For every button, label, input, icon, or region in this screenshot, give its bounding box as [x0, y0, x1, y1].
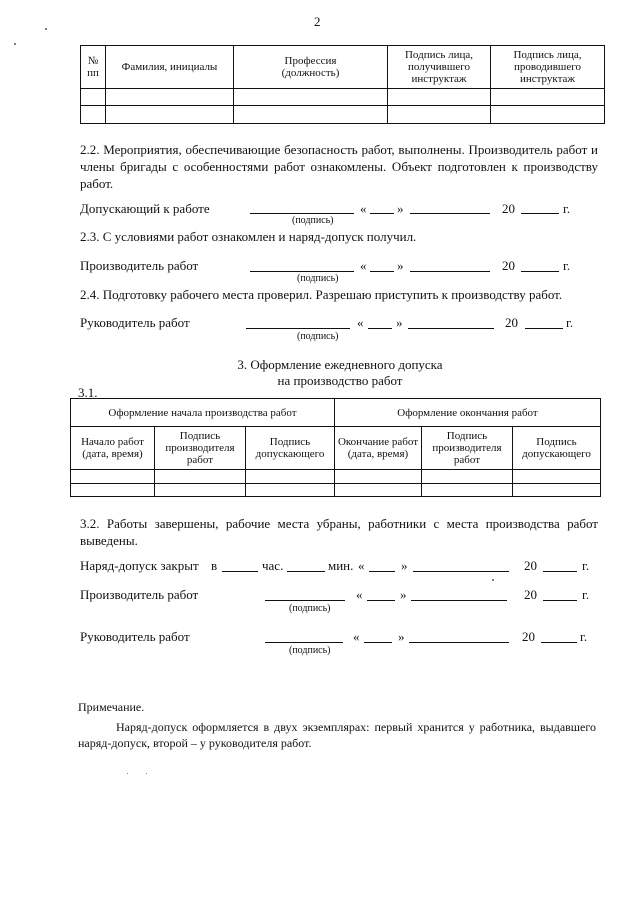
- table-cell[interactable]: [246, 484, 335, 497]
- table-cell[interactable]: [513, 484, 601, 497]
- quote-open: «: [353, 629, 360, 644]
- group-header-start: Оформление начала производства работ: [71, 399, 335, 427]
- signer-admitting: Допускающий к работе: [80, 201, 210, 216]
- instruction-table: [80, 45, 605, 124]
- table-cell[interactable]: [335, 470, 422, 484]
- table-cell[interactable]: [71, 470, 155, 484]
- quote-close: »: [400, 587, 407, 602]
- year-suffix: г.: [566, 315, 574, 330]
- section-2-4-text: 2.4. Подготовку рабочего места проверил. Разрешаю приступить к производству работ.: [80, 287, 563, 302]
- table-cell[interactable]: [106, 106, 234, 124]
- minutes-line[interactable]: [287, 571, 325, 572]
- section-3-2-text: 3.2. Работы завершены, рабочие места убраны, работники с места производства работ выведены.: [80, 516, 598, 548]
- quote-open: «: [360, 201, 367, 216]
- table-cell[interactable]: [155, 470, 246, 484]
- year-prefix: 20: [505, 315, 518, 330]
- signature-line[interactable]: [265, 600, 345, 601]
- col-header-producer-signature: Подпись производителя работ: [155, 427, 246, 470]
- quote-open: «: [356, 587, 363, 602]
- col-header-name: Фамилия, инициалы: [106, 46, 234, 89]
- signer-manager: Руководитель работ: [80, 315, 190, 330]
- table-cell[interactable]: [491, 106, 605, 124]
- col-header-producer-signature-end: Подпись производителя работ: [422, 427, 513, 470]
- signature-line[interactable]: [265, 642, 343, 643]
- quote-open: «: [360, 258, 367, 273]
- year-suffix: г.: [582, 558, 590, 573]
- year-prefix: 20: [502, 258, 515, 273]
- quote-close: »: [397, 201, 404, 216]
- col-header-end-time: Окончание работ (дата, время): [335, 427, 422, 470]
- year-prefix: 20: [502, 201, 515, 216]
- scan-speck: [127, 773, 128, 774]
- table-row: [81, 89, 605, 106]
- year-line[interactable]: [543, 571, 577, 572]
- col-header-start-time: Начало работ (дата, время): [71, 427, 155, 470]
- section-3-title: 3. Оформление ежедневного допуска: [237, 357, 443, 372]
- section-2-2-text: 2.2. Мероприятия, обеспечивающие безопасность работ, выполнены. Производитель работ и члены бригады с особенностями работ ознакомлены. Объект подготовлен к производству работ.: [80, 142, 598, 191]
- year-line[interactable]: [543, 600, 577, 601]
- note-title: Примечание.: [78, 700, 145, 714]
- col-header-profession: Профессия (должность): [234, 46, 388, 89]
- table-row: [71, 484, 601, 497]
- signer-producer: Производитель работ: [80, 258, 199, 273]
- year-line[interactable]: [521, 271, 559, 272]
- col-header-admitter-signature-end: Подпись допускающего: [513, 427, 601, 470]
- signature-line[interactable]: [246, 328, 350, 329]
- table-cell[interactable]: [234, 89, 388, 106]
- month-line[interactable]: [411, 600, 507, 601]
- year-prefix: 20: [524, 558, 537, 573]
- section-2-3-text: 2.3. С условиями работ ознакомлен и наряд-допуск получил.: [80, 229, 417, 244]
- table-cell[interactable]: [106, 89, 234, 106]
- signature-caption: (подпись): [289, 645, 331, 656]
- year-prefix: 20: [524, 587, 537, 602]
- table-cell[interactable]: [234, 106, 388, 124]
- table-cell[interactable]: [513, 470, 601, 484]
- signature-caption: (подпись): [297, 331, 339, 342]
- note-text: Наряд-допуск оформляется в двух экземплярах: первый хранится у работника, выдавшего наряд-допуск, второй – у руководителя работ.: [78, 720, 596, 750]
- table-cell[interactable]: [155, 484, 246, 497]
- table-row: [71, 470, 601, 484]
- signer-manager-final: Руководитель работ: [80, 629, 190, 644]
- month-line[interactable]: [410, 271, 490, 272]
- col-header-signature-conducted: Подпись лица, проводившего инструктаж: [491, 46, 605, 89]
- month-line[interactable]: [410, 213, 490, 214]
- year-suffix: г.: [580, 629, 588, 644]
- table-row: [81, 106, 605, 124]
- group-header-end: Оформление окончания работ: [335, 399, 601, 427]
- signer-producer-final: Производитель работ: [80, 587, 199, 602]
- signature-caption: (подпись): [289, 603, 331, 614]
- year-line[interactable]: [525, 328, 563, 329]
- table-cell[interactable]: [388, 106, 491, 124]
- year-prefix: 20: [522, 629, 535, 644]
- permit-closed-label: Наряд-допуск закрыт: [80, 558, 199, 573]
- day-line[interactable]: [364, 642, 392, 643]
- quote-close: »: [401, 558, 408, 573]
- day-line[interactable]: [367, 600, 395, 601]
- year-line[interactable]: [541, 642, 577, 643]
- signature-caption: (подпись): [292, 215, 334, 226]
- scan-speck: [146, 773, 147, 774]
- quote-close: »: [397, 258, 404, 273]
- quote-open: «: [358, 558, 365, 573]
- col-header-number: № пп: [81, 46, 106, 89]
- day-line[interactable]: [370, 213, 394, 214]
- year-suffix: г.: [563, 258, 571, 273]
- table-cell[interactable]: [246, 470, 335, 484]
- minutes-label: мин.: [328, 558, 354, 573]
- signature-line[interactable]: [250, 213, 354, 214]
- month-line[interactable]: [413, 571, 509, 572]
- daily-permit-table: [70, 398, 601, 497]
- page-number: 2: [314, 14, 321, 29]
- day-line[interactable]: [369, 571, 395, 572]
- day-line[interactable]: [368, 328, 392, 329]
- col-header-admitter-signature: Подпись допускающего: [246, 427, 335, 470]
- hours-line[interactable]: [222, 571, 258, 572]
- scan-speck: [492, 579, 494, 581]
- table-cell[interactable]: [422, 484, 513, 497]
- signature-line[interactable]: [250, 271, 354, 272]
- year-suffix: г.: [582, 587, 590, 602]
- v-label: в: [211, 558, 218, 573]
- month-line[interactable]: [408, 328, 494, 329]
- day-line[interactable]: [370, 271, 394, 272]
- quote-close: »: [398, 629, 405, 644]
- col-header-signature-received: Подпись лица, получившего инструктаж: [388, 46, 491, 89]
- quote-close: »: [396, 315, 403, 330]
- hours-label: час.: [262, 558, 284, 573]
- table-cell[interactable]: [335, 484, 422, 497]
- month-line[interactable]: [409, 642, 509, 643]
- table-cell[interactable]: [81, 89, 106, 106]
- scan-speck: [14, 43, 16, 45]
- quote-open: «: [357, 315, 364, 330]
- table-cell[interactable]: [491, 89, 605, 106]
- year-suffix: г.: [563, 201, 571, 216]
- table-cell[interactable]: [71, 484, 155, 497]
- signature-caption: (подпись): [297, 273, 339, 284]
- table-cell[interactable]: [81, 106, 106, 124]
- subsection-3-1: 3.1.: [78, 385, 98, 400]
- table-cell[interactable]: [388, 89, 491, 106]
- year-line[interactable]: [521, 213, 559, 214]
- table-cell[interactable]: [422, 470, 513, 484]
- scan-speck: [45, 28, 47, 30]
- section-3-subtitle: на производство работ: [277, 373, 403, 388]
